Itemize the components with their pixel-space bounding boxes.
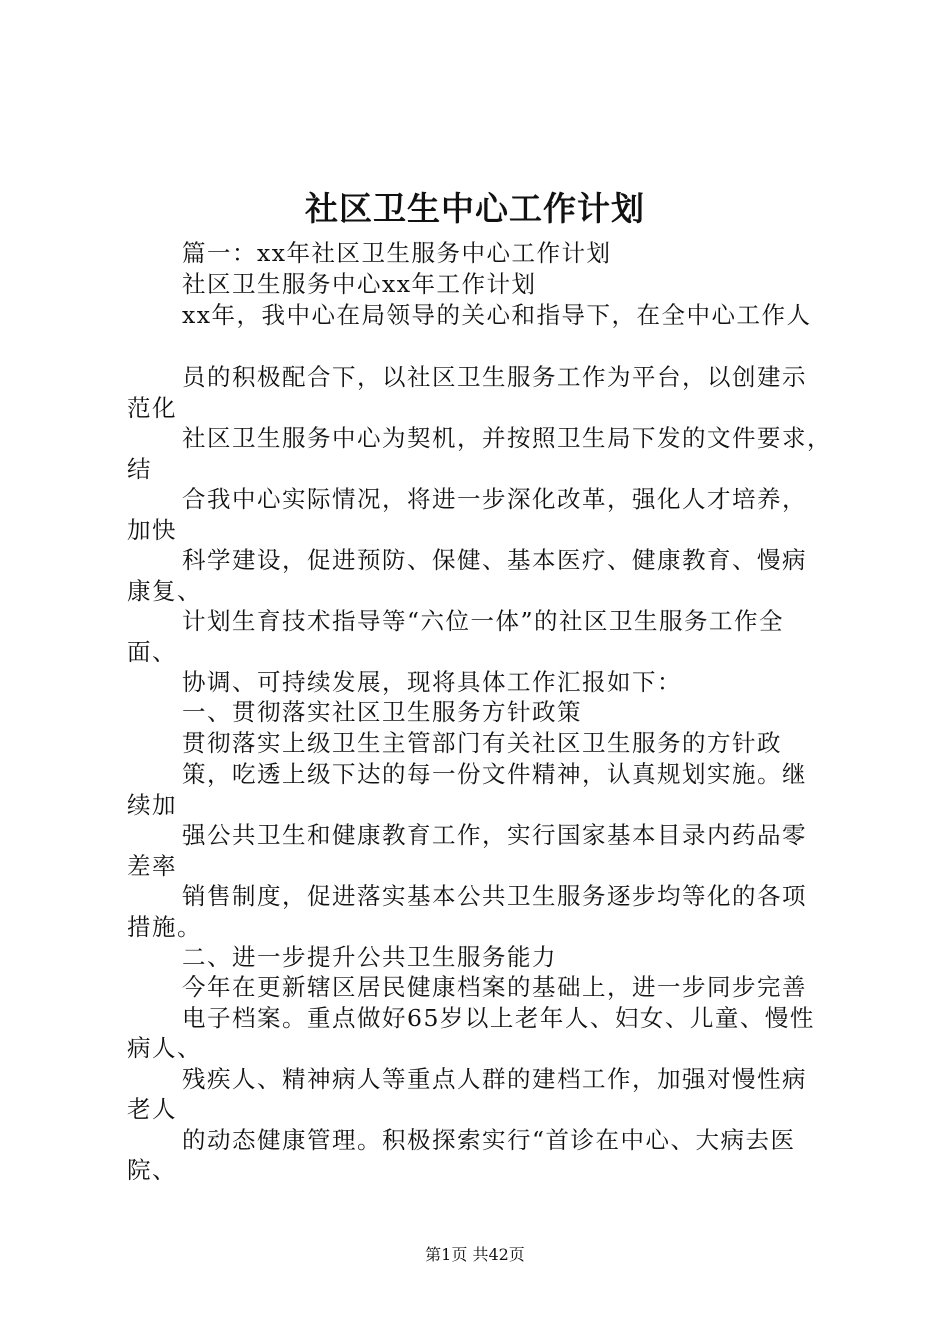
text-line: 科学建设，促进预防、保健、基本医疗、健康教育、慢病 (182, 546, 807, 574)
text-line: 续加 (127, 791, 177, 819)
text-line: 措施。 (127, 913, 202, 941)
text-line: 残疾人、精神病人等重点人群的建档工作，加强对慢性病 (182, 1065, 807, 1093)
text-line: 合我中心实际情况，将进一步深化改革，强化人才培养， (182, 485, 807, 513)
text-line: 差率 (127, 852, 177, 880)
text-line: 强公共卫生和健康教育工作，实行国家基本目录内药品零 (182, 821, 807, 849)
section-heading: 二、进一步提升公共卫生服务能力 (182, 943, 557, 971)
text-line: 篇一：xx年社区卫生服务中心工作计划 (182, 239, 612, 267)
text-line: 协调、可持续发展，现将具体工作汇报如下： (182, 668, 682, 696)
text-line: 员的积极配合下，以社区卫生服务工作为平台，以创建示 (182, 363, 807, 391)
text-line: 院、 (127, 1156, 177, 1184)
section-heading: 一、贯彻落实社区卫生服务方针政策 (182, 698, 582, 726)
text-line: 范化 (127, 394, 177, 422)
text-line: 计划生育技术指导等“六位一体”的社区卫生服务工作全 (182, 607, 785, 635)
page-number: 第1页 共42页 (425, 1245, 525, 1264)
text-line: 社区卫生服务中心为契机，并按照卫生局下发的文件要求， (182, 424, 832, 452)
text-line: 康复、 (127, 577, 202, 605)
text-line: 社区卫生服务中心xx年工作计划 (182, 270, 537, 298)
text-line: xx年，我中心在局领导的关心和指导下，在全中心工作人 (182, 301, 812, 329)
text-line: 面、 (127, 638, 177, 666)
text-line: 销售制度，促进落实基本公共卫生服务逐步均等化的各项 (182, 882, 807, 910)
text-line: 策，吃透上级下达的每一份文件精神，认真规划实施。继 (182, 760, 807, 788)
text-line: 贯彻落实上级卫生主管部门有关社区卫生服务的方针政 (182, 729, 782, 757)
text-line: 结 (127, 455, 152, 483)
text-line: 电子档案。重点做好65岁以上老年人、妇女、儿童、慢性 (182, 1004, 815, 1032)
text-line: 的动态健康管理。积极探索实行“首诊在中心、大病去医 (182, 1126, 796, 1154)
text-line: 今年在更新辖区居民健康档案的基础上，进一步同步完善 (182, 973, 807, 1001)
text-line: 病人、 (127, 1034, 202, 1062)
text-line: 加快 (127, 516, 177, 544)
text-line: 老人 (127, 1095, 177, 1123)
document-title: 社区卫生中心工作计划 (305, 189, 645, 228)
